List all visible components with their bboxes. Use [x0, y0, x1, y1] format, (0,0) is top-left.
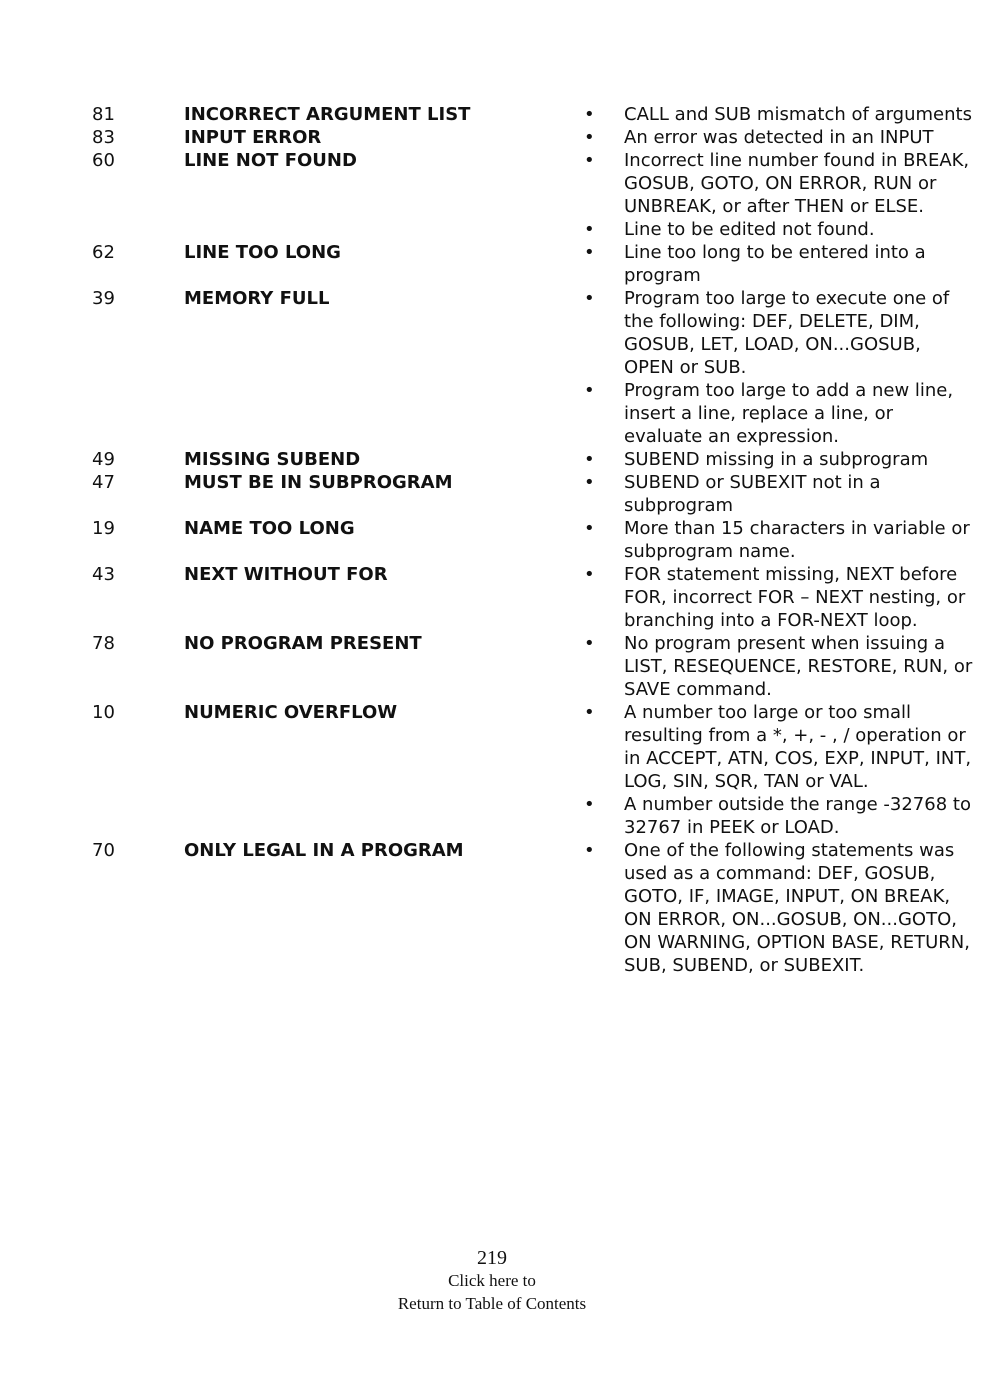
bullet-icon: • — [584, 380, 595, 401]
bullet-icon: • — [584, 702, 595, 723]
cause-text: A number outside the range -32768 to 32767 in PEEK or LOAD. — [624, 794, 971, 838]
error-title: LINE NOT FOUND — [184, 150, 357, 171]
cause-item — [584, 471, 984, 517]
error-causes — [584, 126, 984, 149]
error-code: 62 — [92, 242, 115, 263]
cause-item — [584, 448, 984, 471]
cause-text: An error was detected in an INPUT — [624, 127, 934, 148]
error-title: LINE TOO LONG — [184, 242, 341, 263]
bullet-icon: • — [584, 564, 595, 585]
error-causes — [584, 701, 984, 839]
cause-text: One of the following statements was used as a command: DEF, GOSUB, GOTO, IF, IMAGE, INPUT, ON BREAK, ON ERROR, ON...GOSUB, ON...GOTO, ON WARNING, OPTION BASE, RETURN, SUB, SUBEND, or SUBEXIT. — [624, 840, 970, 976]
error-entry — [0, 632, 984, 701]
error-entry — [0, 149, 984, 241]
error-title: NAME TOO LONG — [184, 518, 355, 539]
error-entry — [0, 103, 984, 126]
error-causes — [584, 471, 984, 517]
error-entry — [0, 471, 984, 517]
toc-link[interactable] — [0, 1269, 984, 1315]
cause-item — [584, 218, 984, 241]
error-code: 39 — [92, 288, 115, 309]
page-number: 219 — [477, 1247, 507, 1269]
toc-link-line-2: Return to Table of Contents — [397, 1294, 587, 1313]
error-title: MEMORY FULL — [184, 288, 330, 309]
error-code: 81 — [92, 104, 115, 125]
cause-text: FOR statement missing, NEXT before FOR, incorrect FOR – NEXT nesting, or branching into a FOR-NEXT loop. — [624, 564, 966, 631]
error-entry — [0, 701, 984, 839]
bullet-icon: • — [584, 472, 595, 493]
cause-text: A number too large or too small resulting from a *, +, - , / operation or in ACCEPT, ATN, COS, EXP, INPUT, INT, LOG, SIN, SQR, TAN or VAL. — [624, 702, 972, 792]
error-code: 43 — [92, 564, 115, 585]
error-title: MUST BE IN SUBPROGRAM — [184, 472, 453, 493]
cause-item — [584, 126, 984, 149]
cause-item — [584, 103, 984, 126]
error-code: 10 — [92, 702, 115, 723]
cause-item — [584, 517, 984, 563]
cause-text: Line to be edited not found. — [624, 219, 875, 240]
error-code: 49 — [92, 449, 115, 470]
bullet-icon: • — [584, 242, 595, 263]
error-title: INCORRECT ARGUMENT LIST — [184, 104, 471, 125]
bullet-icon: • — [584, 150, 595, 171]
bullet-icon: • — [584, 518, 595, 539]
error-causes — [584, 448, 984, 471]
cause-text: CALL and SUB mismatch of arguments — [624, 104, 972, 125]
cause-text: SUBEND or SUBEXIT not in a subprogram — [624, 472, 881, 516]
cause-text: Program too large to execute one of the following: DEF, DELETE, DIM, GOSUB, LET, LOAD, ON...GOSUB, OPEN or SUB. — [624, 288, 950, 378]
error-entry — [0, 839, 984, 977]
error-code: 19 — [92, 518, 115, 539]
error-code: 47 — [92, 472, 115, 493]
error-code: 60 — [92, 150, 115, 171]
cause-item — [584, 632, 984, 701]
cause-item — [584, 241, 984, 287]
bullet-icon: • — [584, 219, 595, 240]
error-title: ONLY LEGAL IN A PROGRAM — [184, 840, 464, 861]
bullet-icon: • — [584, 127, 595, 148]
error-entry — [0, 241, 984, 287]
error-entry — [0, 448, 984, 471]
cause-text: Program too large to add a new line, insert a line, replace a line, or evaluate an expression. — [624, 380, 954, 447]
bullet-icon: • — [584, 288, 595, 309]
page-footer — [0, 1247, 984, 1315]
cause-item — [584, 149, 984, 218]
cause-item — [584, 287, 984, 379]
cause-item — [584, 563, 984, 632]
error-entry — [0, 287, 984, 448]
cause-item — [584, 839, 984, 977]
error-causes — [584, 287, 984, 448]
error-title: NO PROGRAM PRESENT — [184, 633, 422, 654]
error-message-table — [0, 103, 984, 977]
error-causes — [584, 839, 984, 977]
error-entry — [0, 126, 984, 149]
error-causes — [584, 103, 984, 126]
error-causes — [584, 149, 984, 241]
bullet-icon: • — [584, 633, 595, 654]
bullet-icon: • — [584, 794, 595, 815]
error-entry — [0, 517, 984, 563]
error-code: 83 — [92, 127, 115, 148]
error-title: NEXT WITHOUT FOR — [184, 564, 388, 585]
cause-item — [584, 379, 984, 448]
error-causes — [584, 632, 984, 701]
error-title: INPUT ERROR — [184, 127, 322, 148]
cause-text: SUBEND missing in a subprogram — [624, 449, 929, 470]
bullet-icon: • — [584, 104, 595, 125]
cause-text: Incorrect line number found in BREAK, GOSUB, GOTO, ON ERROR, RUN or UNBREAK, or after THEN or ELSE. — [624, 150, 970, 217]
error-title: MISSING SUBEND — [184, 449, 361, 470]
error-causes — [584, 563, 984, 632]
bullet-icon: • — [584, 840, 595, 861]
error-causes — [584, 241, 984, 287]
cause-text: More than 15 characters in variable or subprogram name. — [624, 518, 970, 562]
toc-link-line-1: Click here to — [448, 1271, 536, 1290]
bullet-icon: • — [584, 449, 595, 470]
error-causes — [584, 517, 984, 563]
error-code: 78 — [92, 633, 115, 654]
error-entry — [0, 563, 984, 632]
cause-text: Line too long to be entered into a program — [624, 242, 926, 286]
cause-item — [584, 701, 984, 793]
error-code: 70 — [92, 840, 115, 861]
cause-text: No program present when issuing a LIST, RESEQUENCE, RESTORE, RUN, or SAVE command. — [624, 633, 973, 700]
error-title: NUMERIC OVERFLOW — [184, 702, 398, 723]
cause-item — [584, 793, 984, 839]
